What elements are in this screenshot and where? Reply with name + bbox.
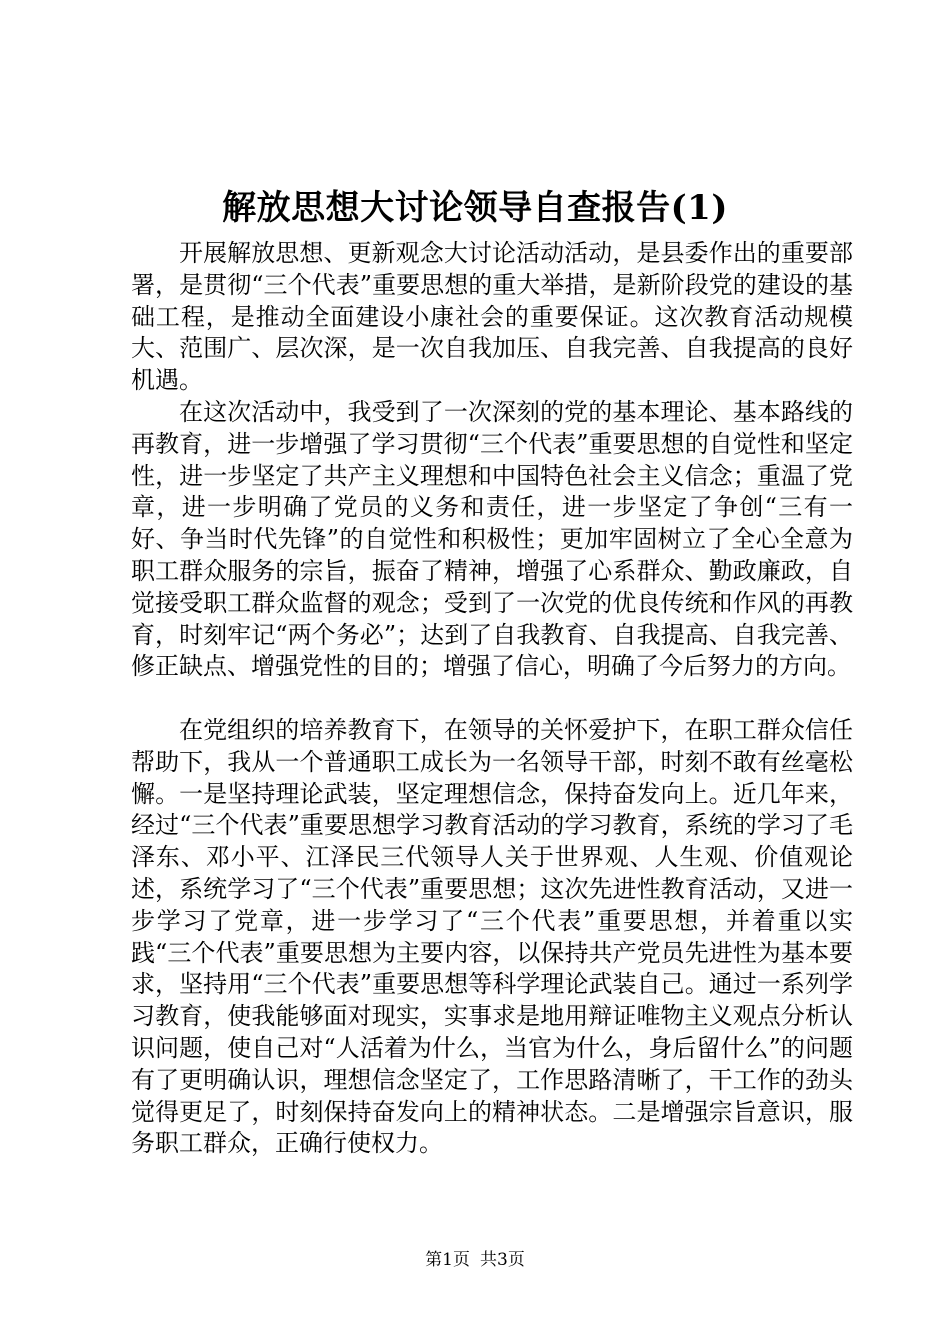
paragraph-2: 在这次活动中，我受到了一次深刻的党的基本理论、基本路线的再教育，进一步增强了学习贯彻“三个代表”重要思想的自觉性和坚定性，进一步坚定了共产主义理想和中国特色社会主义信念；重温了党章，进一步明确了党员的义务和责任，进一步坚定了争创“三有一好、争当时代先锋”的自觉性和积极性；更加牢固树立了全心全意为职工群众服务的宗旨，振奋了精神，增强了心系群众、勤政廉政，自觉接受职工群众监督的观念；受到了一次党的优良传统和作风的再教育，时刻牢记“两个务必”；达到了自我教育、自我提高、自我完善、修正缺点、增强党性的目的；增强了信心，明确了今后努力的方向。 — [131, 397, 853, 681]
page-number: 第1页 — [425, 1250, 470, 1270]
page-total: 共3页 — [480, 1250, 525, 1270]
document-body — [131, 238, 853, 1160]
paragraph-3: 在党组织的培养教育下，在领导的关怀爱护下，在职工群众信任帮助下，我从一个普通职工成长为一名领导干部，时刻不敢有丝毫松懈。一是坚持理论武装，坚定理想信念，保持奋发向上。近几年来，经过“三个代表”重要思想学习教育活动的学习教育，系统的学习了毛泽东、邓小平、江泽民三代领导人关于世界观、人生观、价值观论述，系统学习了“三个代表”重要思想；这次先进性教育活动，又进一步学习了党章，进一步学习了“三个代表”重要思想，并着重以实践“三个代表”重要思想为主要内容，以保持共产党员先进性为基本要求，坚持用“三个代表”重要思想等科学理论武装自己。通过一系列学习教育，使我能够面对现实，实事求是地用辩证唯物主义观点分析认识问题，使自己对“人活着为什么，当官为什么，身后留什么”的问题有了更明确认识，理想信念坚定了，工作思路清晰了，干工作的劲头觉得更足了，时刻保持奋发向上的精神状态。二是增强宗旨意识，服务职工群众，正确行使权力。 — [131, 715, 853, 1158]
paragraph-1: 开展解放思想、更新观念大讨论活动活动，是县委作出的重要部署，是贯彻“三个代表”重要思想的重大举措，是新阶段党的建设的基础工程，是推动全面建设小康社会的重要保证。这次教育活动规模大、范围广、层次深，是一次自我加压、自我完善、自我提高的良好机遇。 — [131, 239, 853, 395]
page-footer — [0, 1248, 950, 1272]
document-title: 解放思想大讨论领导自查报告(1) — [222, 188, 728, 228]
